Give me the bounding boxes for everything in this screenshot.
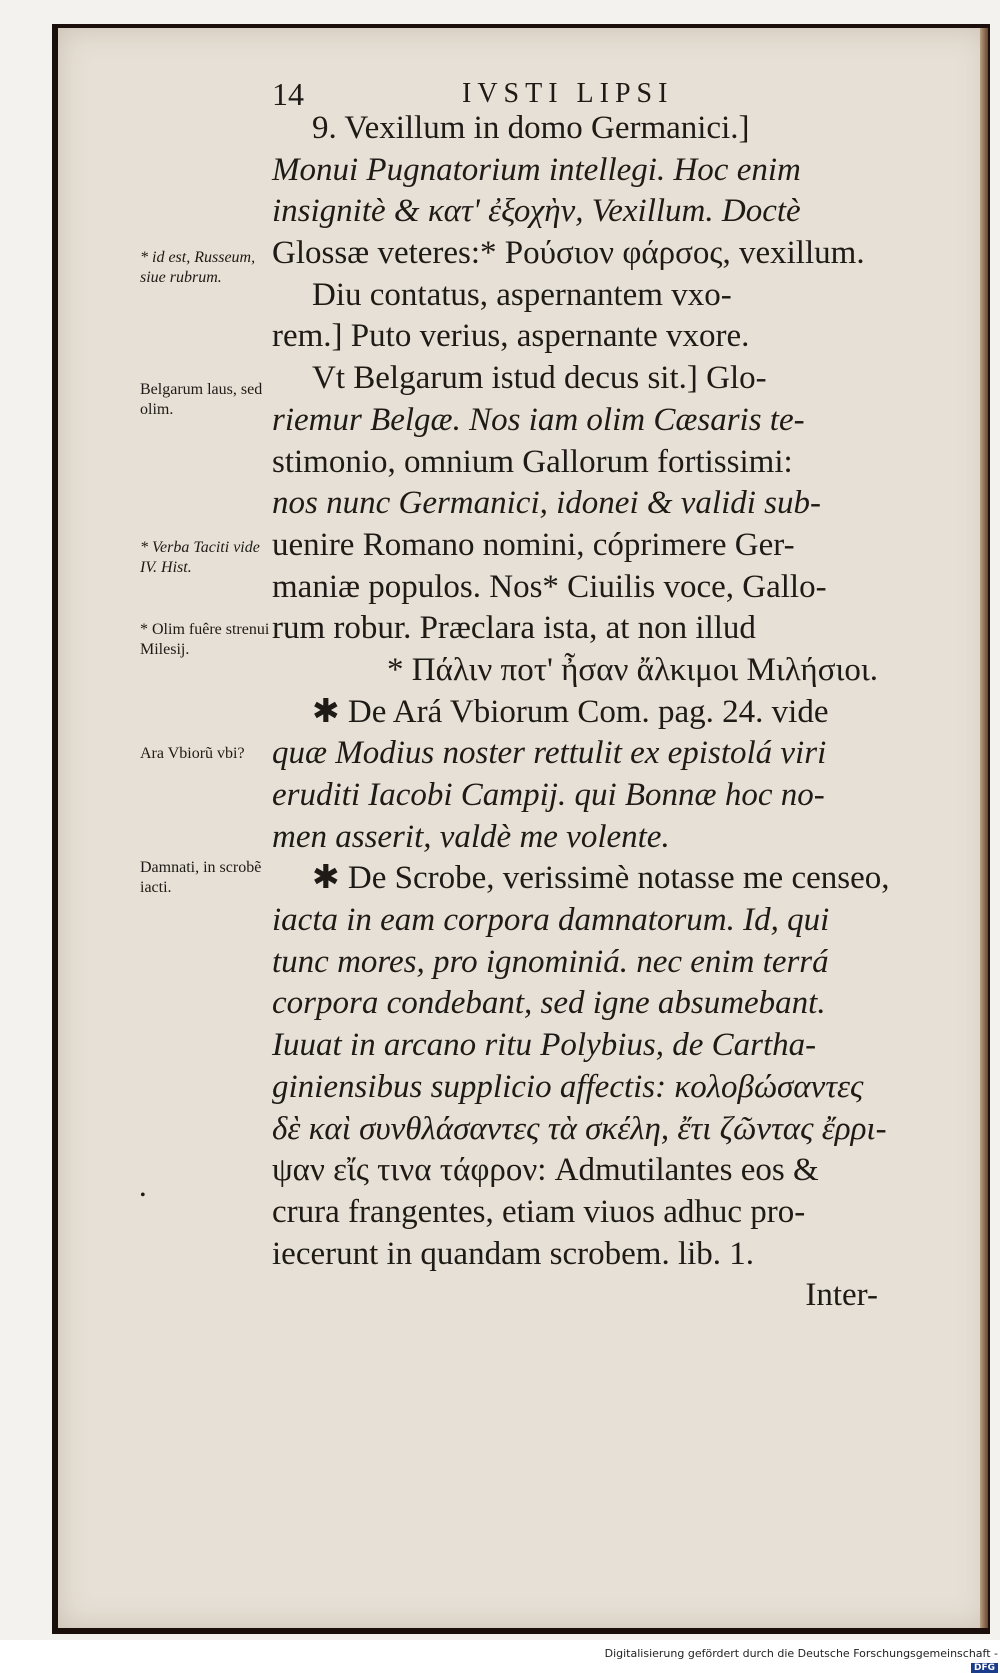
- text-line: Vt Belgarum istud decus sit.] Glo-: [312, 360, 767, 397]
- text-line: ✱ De Scrobe, verissimè notasse me censeo,: [312, 860, 890, 897]
- margin-note: * Olim fuêre strenui Milesij.: [140, 621, 270, 658]
- margin-note: Belgarum laus, sed olim.: [140, 381, 263, 418]
- text-line: insignitè & κατ' ἐξοχὴν, Vexillum. Doctè: [272, 193, 801, 230]
- text-line: iecerunt in quandam scrobem. lib. 1.: [272, 1235, 755, 1272]
- margin-note: * Verba Taciti vide IV. Hist.: [140, 539, 260, 576]
- text-line: giniensibus supplicio affectis: κολοβώσαντες: [272, 1068, 864, 1105]
- text-line: * Πάλιν ποτ' ἦσαν ἄλκιμοι Μιλήσιοι.: [387, 651, 878, 688]
- text-line: corpora condebant, sed igne absumebant.: [272, 985, 826, 1022]
- running-title: IVSTI LIPSI: [462, 78, 674, 109]
- dfg-logo: DFG: [971, 1663, 998, 1673]
- margin-note: Ara Vbiorũ vbi?: [140, 745, 245, 762]
- text-line: uenire Romano nomini, cóprimere Ger-: [272, 526, 795, 563]
- digitization-credit: [598, 1647, 998, 1673]
- text-line: Monui Pugnatorium intellegi. Hoc enim: [272, 151, 801, 188]
- text-line: Diu contatus, aspernantem vxo-: [312, 276, 732, 313]
- text-line: Inter-: [805, 1277, 878, 1314]
- text-line: maniæ populos. Nos* Ciuilis voce, Gallo-: [272, 568, 827, 605]
- credit-text: Digitalisierung gefördert durch die Deutsche Forschungsgemeinschaft -: [604, 1647, 998, 1660]
- text-line: riemur Belgæ. Nos iam olim Cæsaris te-: [272, 401, 805, 438]
- text-line: Glossæ veteres:* Ρούσιον φάρσος, vexillum.: [272, 235, 865, 272]
- text-line: ψαν εἴς τινα τάφρον: Admutilantes eos &: [272, 1152, 819, 1189]
- text-line: men asserit, valdè me volente.: [272, 818, 670, 855]
- text-line: δὲ καὶ συνθλάσαντες τὰ σκέλη, ἔτι ζῶντας ἔρρι-: [272, 1110, 887, 1147]
- book-page: [58, 28, 988, 1628]
- text-line: tunc mores, pro ignominiá. nec enim terrá: [272, 943, 829, 980]
- margin-note: * id est, Russeum, siue rubrum.: [140, 249, 256, 286]
- page-number: 14: [272, 76, 304, 112]
- text-line: crura frangentes, etiam viuos adhuc pro-: [272, 1193, 806, 1230]
- text-line: nos nunc Germanici, idonei & validi sub-: [272, 485, 822, 522]
- margin-note: •: [140, 1187, 146, 1204]
- body-text: [272, 108, 890, 1317]
- text-line: 9. Vexillum in domo Germanici.]: [312, 110, 750, 146]
- text-line: stimonio, omnium Gallorum fortissimi:: [272, 443, 793, 480]
- text-line: ✱ De Ará Vbiorum Com. pag. 24. vide: [312, 693, 829, 730]
- text-line: rum robur. Præclara ista, at non illud: [272, 610, 756, 647]
- text-line: iacta in eam corpora damnatorum. Id, qui: [272, 902, 830, 939]
- text-line: Iuuat in arcano ritu Polybius, de Cartha-: [272, 1027, 817, 1064]
- margin-note: Damnati, in scrobẽ iacti.: [140, 859, 262, 896]
- page-spine-edge: [980, 28, 988, 1628]
- text-line: rem.] Puto verius, aspernante vxore.: [272, 318, 750, 355]
- text-line: quæ Modius noster rettulit ex epistolá viri: [272, 735, 827, 772]
- text-line: eruditi Iacobi Campij. qui Bonnæ hoc no-: [272, 777, 825, 813]
